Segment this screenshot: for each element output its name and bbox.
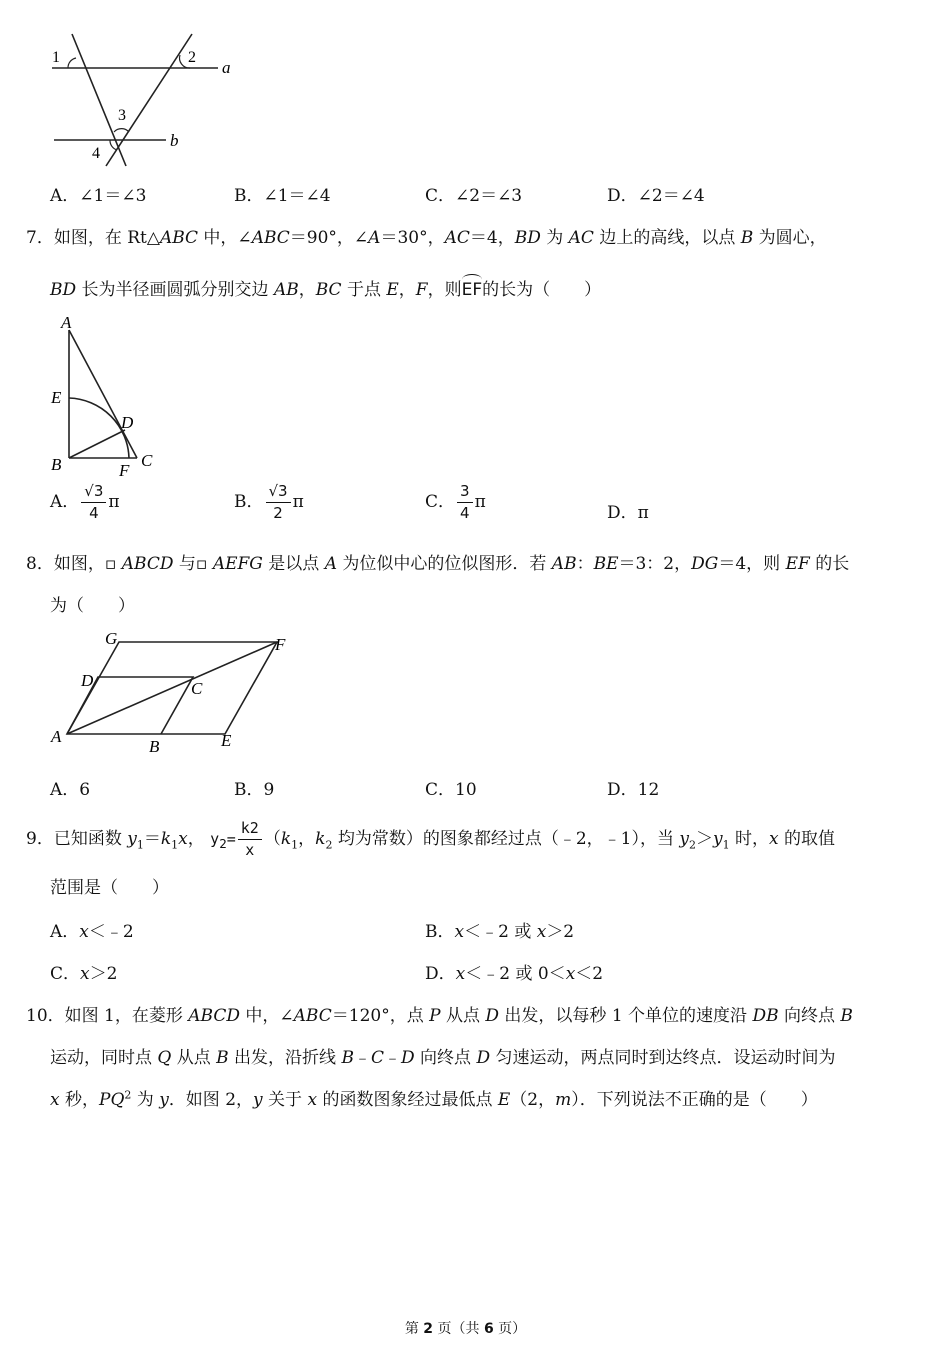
q6-option-c[interactable] <box>425 181 522 206</box>
svg-text:F: F <box>275 635 286 654</box>
q7-stem-line1: 7．如图，在 Rt△ABC 中，∠ABC＝90°，∠A＝30°，AC＝4，BD 为 AC 边上的高线，以点 B 为圆心， <box>26 228 827 248</box>
q9-option-c[interactable]: C．x＞2 <box>50 964 118 984</box>
q6-option-a-text: A．∠1＝∠3 <box>50 186 147 206</box>
q10-stem-line3: x 秒，$PQ^2$ 为 y．如图 2，y 关于 x 的函数图象经过最低点 E（2，m）．下列说法不正确的是（ ） <box>50 1088 818 1110</box>
q8-option-c[interactable]: C．10 <box>425 780 477 800</box>
label-angle4: 4 <box>92 145 100 162</box>
q9-stem-line2: 范围是（ ） <box>50 878 169 898</box>
angle3-arc <box>114 129 129 132</box>
svg-text:D: D <box>81 671 94 690</box>
svg-text:A: A <box>51 727 62 746</box>
q8-stem-line1: 8．如图，▫ ABCD 与▫ AEFG 是以点 A 为位似中心的位似图形．若 AB：BE＝3：2，DG＝4，则 EF 的长 <box>26 554 850 574</box>
svg-text:B: B <box>51 455 62 474</box>
label-angle3: 3 <box>118 107 126 124</box>
q6-option-d-text: D．∠2＝∠4 <box>607 186 705 206</box>
q7-option-d[interactable]: D．π <box>607 503 649 523</box>
svg-text:A: A <box>61 313 72 332</box>
q8-figure <box>45 626 295 758</box>
q6-option-d[interactable] <box>607 181 705 206</box>
y2-formula: $y_2=$ $\frac{k2}{x}$ <box>210 821 264 858</box>
q9-stem-line1: 9．已知函数 $y_1=k_1x$， $y_2=$ $\frac{k2}{x}$ （$k_1$，$k_2$ 均为常数）的图象都经过点（﹣2，﹣1），当 $y_2>y_1$ 时，x 的取值 <box>26 819 836 859</box>
q8-option-a[interactable]: A．6 <box>50 780 91 800</box>
q8-stem-line2: 为（ ） <box>50 596 135 616</box>
q7-option-c[interactable]: C． $\frac{3}{4}$ π <box>425 482 486 522</box>
q7-option-b[interactable]: B． $\frac{√3}{2}$ π <box>234 482 304 522</box>
svg-text:E: E <box>51 388 62 407</box>
q8-option-b[interactable]: B．9 <box>234 780 275 800</box>
label-line-a: a <box>222 58 231 77</box>
q7-option-a[interactable]: A． $\frac{√3}{4}$ π <box>50 482 120 522</box>
q6-option-b-text: B．∠1＝∠4 <box>234 186 331 206</box>
transversal-right <box>106 34 192 166</box>
svg-text:B: B <box>149 737 160 756</box>
q7-figure <box>45 310 165 482</box>
q9-option-a[interactable]: A．x＜﹣2 <box>50 922 134 942</box>
svg-text:D: D <box>121 413 134 432</box>
q9-option-d[interactable]: D．x＜﹣2 或 0＜x＜2 <box>425 964 604 984</box>
q6-figure <box>40 28 240 168</box>
page-footer: 第 2 页（共 6 页） <box>404 1321 527 1337</box>
arc-ef: EF <box>461 280 483 300</box>
q6-option-b[interactable] <box>234 181 331 206</box>
q6-option-a[interactable] <box>50 181 146 206</box>
q8-option-d[interactable]: D．12 <box>607 780 660 800</box>
svg-text:C: C <box>191 679 203 698</box>
svg-text:C: C <box>141 451 153 470</box>
angle1-arc <box>68 58 76 68</box>
q7-stem-line2: BD 长为半径画圆弧分别交边 AB，BC 于点 E，F，则EF的长为（ ） <box>50 280 602 300</box>
q9-option-b[interactable]: B．x＜﹣2 或 x＞2 <box>425 922 575 942</box>
q10-stem-line1: 10．如图 1，在菱形 ABCD 中，∠ABC＝120°，点 P 从点 D 出发，以每秒 1 个单位的速度沿 DB 向终点 B <box>26 1006 853 1026</box>
q10-stem-line2: 运动，同时点 Q 从点 B 出发，沿折线 B﹣C﹣D 向终点 D 匀速运动，两点同时到达终点．设运动时间为 <box>50 1048 836 1068</box>
label-angle1: 1 <box>52 49 60 66</box>
svg-text:G: G <box>105 629 118 648</box>
svg-text:F: F <box>119 461 130 480</box>
label-angle2: 2 <box>188 49 196 66</box>
q6-option-c-text: C．∠2＝∠3 <box>425 186 523 206</box>
svg-text:E: E <box>221 731 232 750</box>
label-line-b: b <box>170 131 179 150</box>
